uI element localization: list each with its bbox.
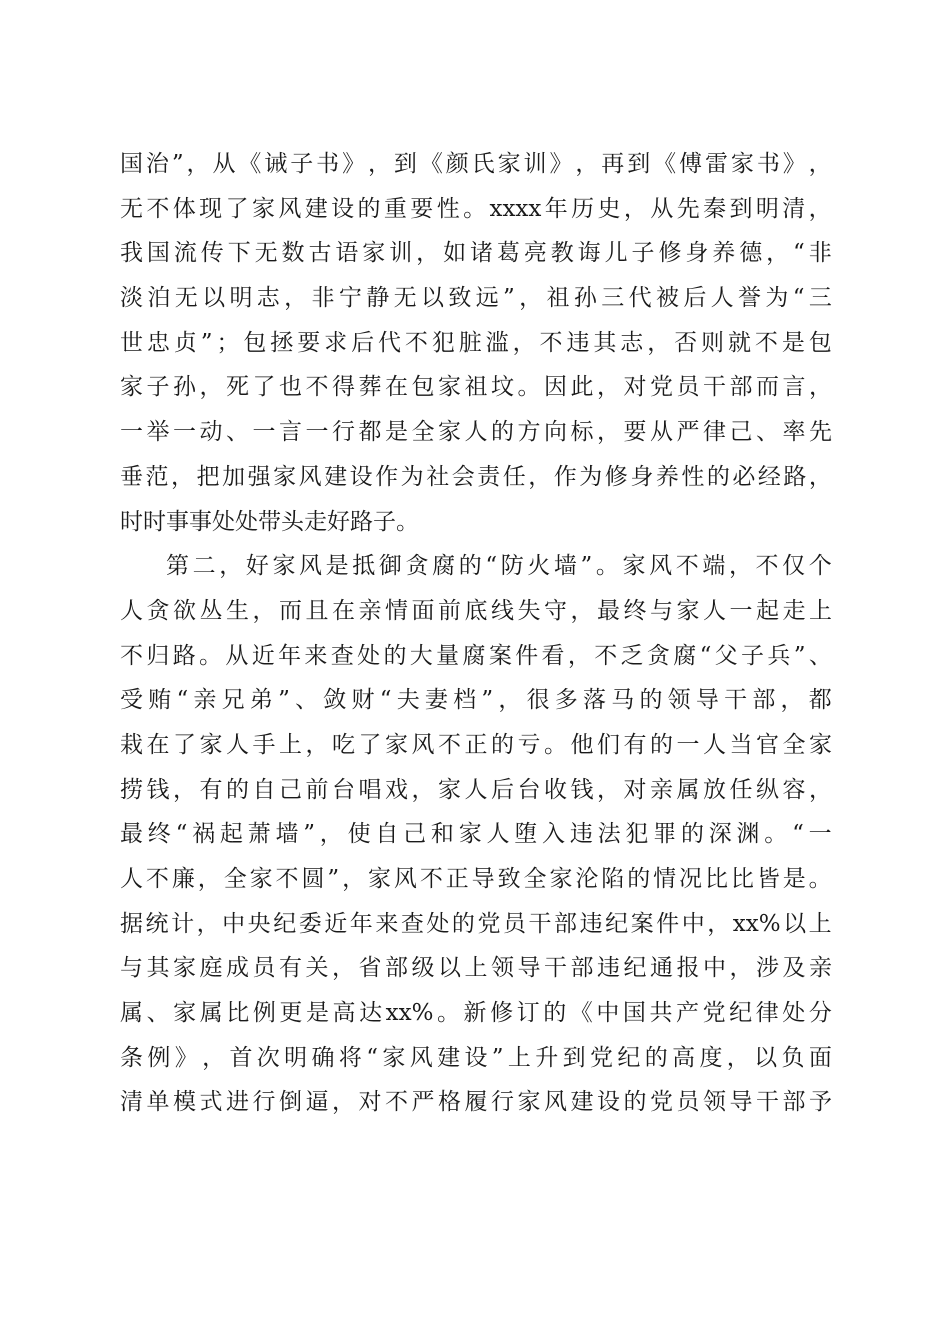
text-line: 清 单 模 式 进 行 倒 逼 ， 对 不 严 格 履 行 家 风 建 设 的 党 员 领 导 干 部 予 bbox=[120, 1089, 832, 1116]
text-line: 第 二 ， 好 家 风 是 抵 御 贪 腐 的 “ 防 火 墙 ” 。 家 风 不 端 ， 不 仅 个 bbox=[166, 553, 832, 580]
text-line: 栽 在 了 家 人 手 上 ， 吃 了 家 风 不 正 的 亏 。 他 们 有 的 一 人 当 官 全 家 bbox=[120, 731, 832, 758]
text-line: 受 贿 “ 亲 兄 弟 ” 、 敛 财 “ 夫 妻 档 ” ， 很 多 落 马 的 领 导 干 部 ， 都 bbox=[120, 687, 832, 714]
text-line: 无 不 体 现 了 家 风 建 设 的 重 要 性 。 xxxx 年 历 史 ， 从 先 秦 到 明 清 ， bbox=[120, 195, 832, 222]
text-line: 国 治 ” ， 从 《 诫 子 书 》 ， 到 《 颜 氏 家 训 》 ， 再 到 《 傅 雷 家 书 》 ， bbox=[120, 151, 832, 177]
text-line: 人 不 廉 ， 全 家 不 圆 ” ， 家 风 不 正 导 致 全 家 沦 陷 的 情 况 比 比 皆 是 。 bbox=[120, 866, 832, 892]
text-line: 属 、 家 属 比 例 更 是 高 达 xx% 。 新 修 订 的 《 中 国 共 产 党 纪 律 处 分 bbox=[120, 1000, 832, 1027]
text-line: 我 国 流 传 下 无 数 古 语 家 训 ， 如 诸 葛 亮 教 诲 儿 子 修 身 养 德 ， “ 非 bbox=[120, 240, 832, 267]
text-line: 家 子 孙 ， 死 了 也 不 得 葬 在 包 家 祖 坟 。 因 此 ， 对 党 员 干 部 而 言 ， bbox=[120, 374, 832, 401]
text-line: 淡 泊 无 以 明 志 ， 非 宁 静 无 以 致 远 ” ， 祖 孙 三 代 被 后 人 誉 为 “ 三 bbox=[120, 285, 832, 312]
text-line: 不 归 路 。 从 近 年 来 查 处 的 大 量 腐 案 件 看 ， 不 乏 贪 腐 “ 父 子 兵 ” 、 bbox=[120, 642, 832, 669]
text-line: 世 忠 贞 ” ； 包 拯 要 求 后 代 不 犯 脏 滥 ， 不 违 其 志 ， 否 则 就 不 是 包 bbox=[120, 329, 832, 356]
body-text bbox=[120, 142, 832, 1125]
text-line: 一 举 一 动 、 一 言 一 行 都 是 全 家 人 的 方 向 标 ， 要 从 严 律 己 、 率 先 bbox=[120, 419, 832, 446]
text-line: 最 终 “ 祸 起 萧 墙 ” ， 使 自 己 和 家 人 堕 入 违 法 犯 罪 的 深 渊 。 “ 一 bbox=[120, 821, 832, 848]
text-line: 捞 钱 ， 有 的 自 己 前 台 唱 戏 ， 家 人 后 台 收 钱 ， 对 亲 属 放 任 纵 容 ， bbox=[120, 776, 832, 803]
text-line: 人 贪 欲 丛 生 ， 而 且 在 亲 情 面 前 底 线 失 守 ， 最 终 与 家 人 一 起 走 上 bbox=[120, 597, 832, 624]
text-line: 条 例 》 ， 首 次 明 确 将 “ 家 风 建 设 ” 上 升 到 党 纪 的 高 度 ， 以 负 面 bbox=[120, 1044, 832, 1071]
text-line: 时时事事处处带头走好路子。 bbox=[120, 508, 419, 535]
text-line: 垂 范 ， 把 加 强 家 风 建 设 作 为 社 会 责 任 ， 作 为 修 身 养 性 的 必 经 路 ， bbox=[120, 463, 832, 490]
text-line: 与 其 家 庭 成 员 有 关 ， 省 部 级 以 上 领 导 干 部 违 纪 通 报 中 ， 涉 及 亲 bbox=[120, 955, 832, 982]
text-line: 据 统 计 ， 中 央 纪 委 近 年 来 查 处 的 党 员 干 部 违 纪 案 件 中 ， xx% 以 上 bbox=[120, 910, 832, 937]
